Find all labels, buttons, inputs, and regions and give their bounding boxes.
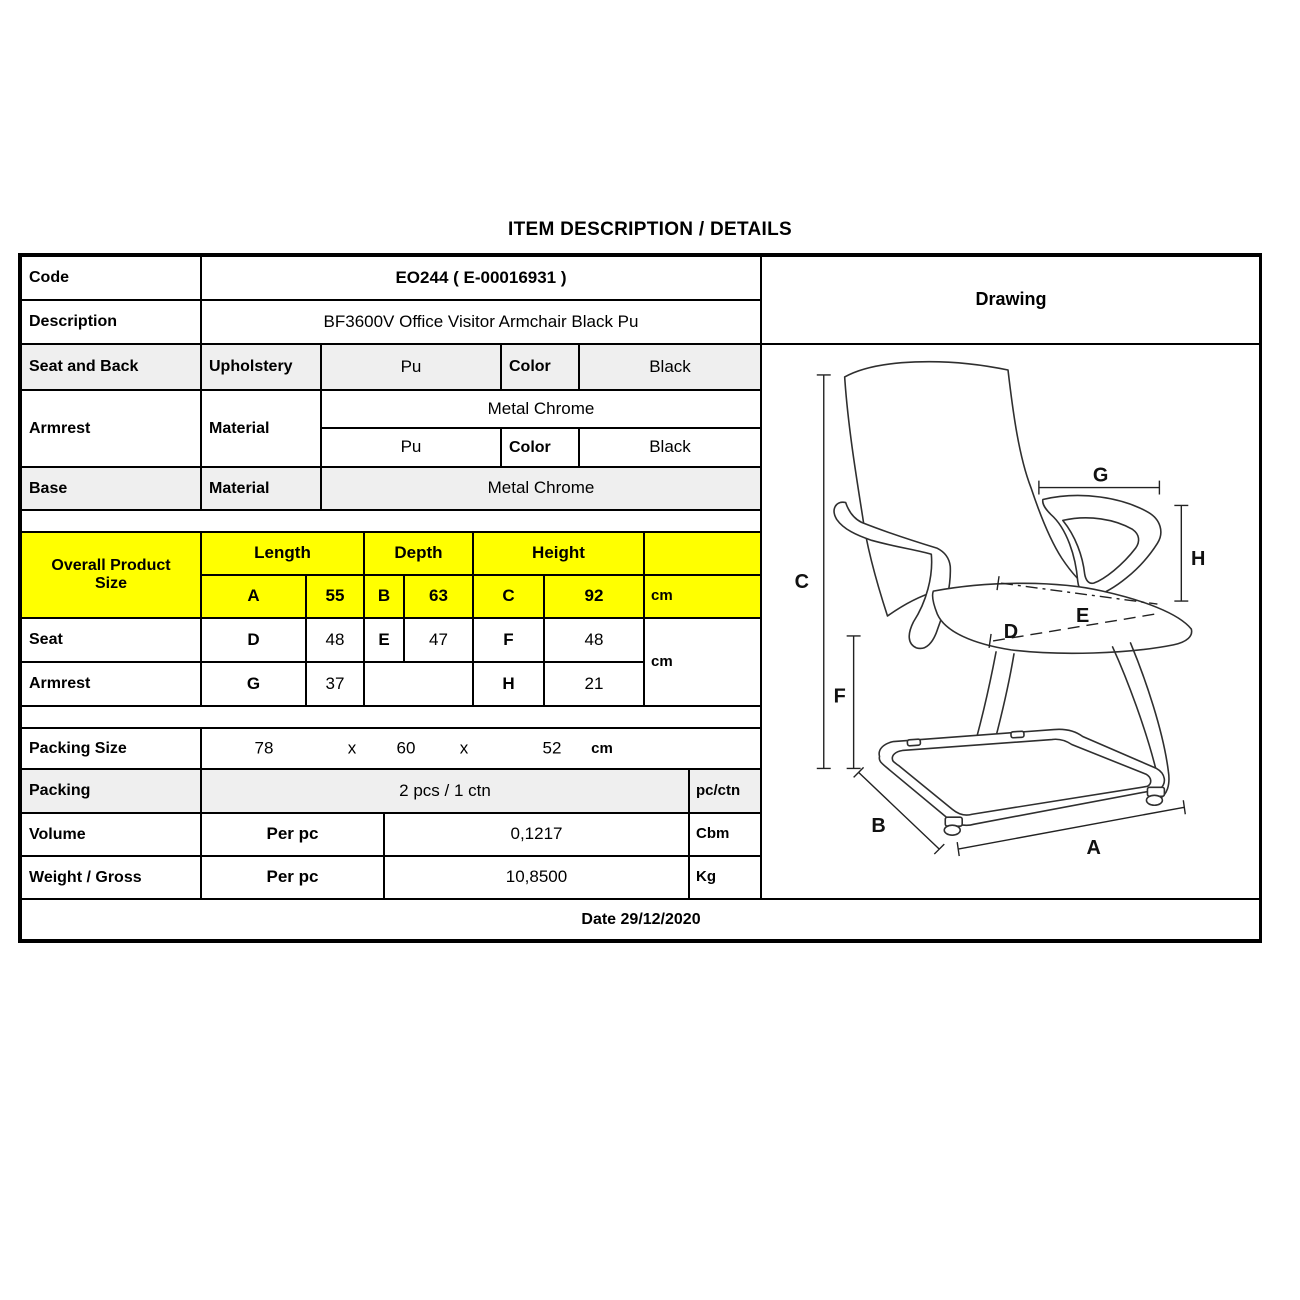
- packing-size-height: 52: [542, 738, 562, 758]
- overall-a-key: A: [200, 574, 307, 619]
- overall-b-val: 63: [403, 574, 474, 619]
- base-attr: Material: [200, 466, 322, 511]
- armrest-material-bottom: Pu: [320, 427, 502, 468]
- armrest-color-value: Black: [578, 427, 762, 468]
- volume-per-pc: Per pc: [200, 812, 385, 857]
- armrest-h-val: 21: [543, 661, 645, 707]
- packing-size-unit: cm: [591, 739, 613, 757]
- page-title: ITEM DESCRIPTION / DETAILS: [507, 219, 792, 240]
- packing-label: Packing: [20, 768, 202, 814]
- armrest-g-val: 37: [305, 661, 365, 707]
- seat-f-val: 48: [543, 617, 645, 663]
- overall-b-key: B: [363, 574, 405, 619]
- overall-a-val: 55: [305, 574, 365, 619]
- packing-size-value: [200, 727, 762, 770]
- dim-label-d: D: [1003, 620, 1019, 643]
- description-value: BF3600V Office Visitor Armchair Black Pu: [200, 299, 762, 345]
- dim-line-c: [817, 375, 831, 768]
- packing-size-length: 78: [254, 738, 274, 758]
- description-label: Description: [20, 299, 202, 345]
- weight-per-pc: Per pc: [200, 855, 385, 900]
- volume-label: Volume: [20, 812, 202, 857]
- caster-right-wheel: [1146, 795, 1162, 805]
- armrest-color-label: Color: [500, 427, 580, 468]
- spacer-row: [20, 705, 762, 729]
- chair-backrest: [845, 362, 1092, 616]
- dim-label-f: F: [833, 685, 846, 708]
- seat-dims-label: Seat: [20, 617, 202, 663]
- size-col-length: Length: [200, 531, 365, 576]
- packing-size-sep: x: [347, 738, 357, 758]
- drawing-title: Drawing: [760, 255, 1262, 345]
- armrest-attr: Material: [200, 389, 322, 468]
- drawing-area: [760, 343, 1262, 900]
- armrest-label: Armrest: [20, 389, 202, 468]
- code-value: EO244 ( E-00016931 ): [200, 255, 762, 301]
- armrest-material-top: Metal Chrome: [320, 389, 762, 429]
- volume-unit: Cbm: [688, 812, 762, 857]
- armrest-dims-label: Armrest: [20, 661, 202, 707]
- overall-c-key: C: [472, 574, 545, 619]
- dim-line-f: [847, 636, 861, 768]
- overall-c-val: 92: [543, 574, 645, 619]
- spacer-row: [20, 509, 762, 533]
- dim-line-h: [1174, 505, 1188, 601]
- date-row: Date 29/12/2020: [20, 898, 1262, 941]
- armrest-h-key: H: [472, 661, 545, 707]
- glide: [907, 739, 920, 746]
- armrest-g-key: G: [200, 661, 307, 707]
- seat-f-key: F: [472, 617, 545, 663]
- weight-value: 10,8500: [383, 855, 690, 900]
- seat-d-val: 48: [305, 617, 365, 663]
- chair-technical-drawing: [762, 345, 1260, 898]
- dim-label-c: C: [794, 571, 810, 594]
- packing-size-depth: 60: [396, 738, 416, 758]
- chair-seat: [933, 583, 1192, 653]
- seat-back-material: Pu: [320, 343, 502, 391]
- armrest-blank-cell: [363, 661, 474, 707]
- packing-value: 2 pcs / 1 ctn: [200, 768, 690, 814]
- dim-label-g: G: [1092, 464, 1109, 487]
- dim-label-a: A: [1086, 837, 1101, 860]
- base-label: Base: [20, 466, 202, 511]
- dim-label-h: H: [1191, 548, 1206, 571]
- seat-back-color-value: Black: [578, 343, 762, 391]
- size-col-blank: [643, 531, 762, 576]
- caster-front-wheel: [944, 825, 960, 835]
- seat-back-label: Seat and Back: [20, 343, 202, 391]
- code-label: Code: [20, 255, 202, 301]
- seat-d-key: D: [200, 617, 307, 663]
- packing-size-sep: x: [459, 738, 469, 758]
- size-col-height: Height: [472, 531, 645, 576]
- volume-value: 0,1217: [383, 812, 690, 857]
- glide: [1011, 731, 1024, 738]
- dim-label-e: E: [1076, 604, 1090, 627]
- base-material: Metal Chrome: [320, 466, 762, 511]
- weight-unit: Kg: [688, 855, 762, 900]
- seat-e-key: E: [363, 617, 405, 663]
- size-section-label: Overall Product Size: [20, 531, 202, 619]
- size-col-depth: Depth: [363, 531, 474, 576]
- seat-e-val: 47: [403, 617, 474, 663]
- seat-back-attr: Upholstery: [200, 343, 322, 391]
- weight-label: Weight / Gross: [20, 855, 202, 900]
- packing-unit: pc/ctn: [688, 768, 762, 814]
- packing-size-label: Packing Size: [20, 727, 202, 770]
- seat-back-color-label: Color: [500, 343, 580, 391]
- seat-armrest-unit: cm: [643, 617, 762, 707]
- dim-label-b: B: [871, 815, 886, 838]
- overall-unit: cm: [643, 574, 762, 619]
